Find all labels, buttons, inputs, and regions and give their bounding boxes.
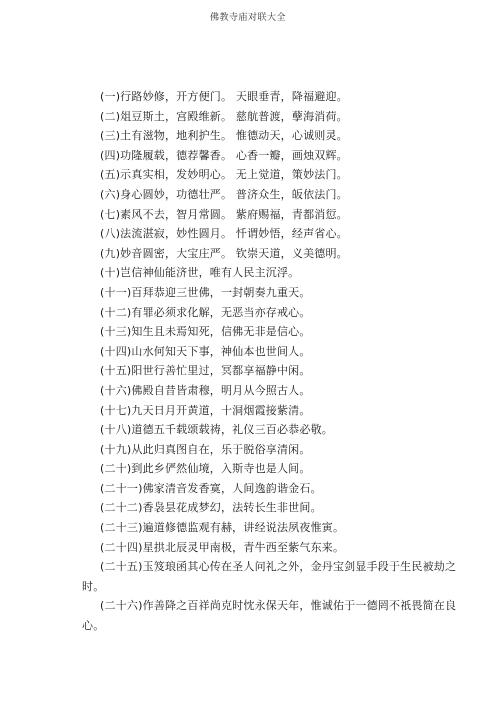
couplet-line: (六)身心圆妙，功德壮严。 普济众生，皈依法门。	[100, 187, 348, 201]
couplet-line: (十四)山水何知天下事，神仙本也世间人。	[100, 344, 311, 358]
couplet-line: (五)示真实相，发妙明心。 无上觉道，策妙法门。	[100, 168, 348, 182]
couplet-line: (四)功隆履载，德荐馨香。 心香一瓣，画烛双辉。	[100, 148, 348, 162]
couplet-line: (十六)佛殿自昔皆肃穆，明月从今照古人。	[100, 383, 311, 397]
couplet-line: (二十一)佛家清音发香寞，人间逸韵谐金石。	[100, 481, 322, 495]
couplet-line: (二)俎豆斯土，宫殿维新。 慈航普渡，孽海消荷。	[100, 109, 348, 123]
couplet-line: (十八)道德五千载颂载祷，礼仪三百必恭必敬。	[100, 423, 333, 437]
couplet-line: (二十五)玉笈琅函其心传在圣人问礼之外，金丹宝剑显手段于生民被劫之时。	[82, 560, 457, 593]
couplet-list	[82, 87, 460, 636]
couplet-line: (一)行路妙修，开方便门。 天眼垂青，降福避迎。	[100, 90, 348, 103]
couplet-line: (二十三)遍道修德监观有赫，讲经说法夙夜惟寅。	[100, 521, 345, 535]
couplet-line: (七)素风不去，智月常圆。 紫府赐福，青都消愆。	[100, 207, 348, 221]
couplet-line: (十)岂信神仙能济世，唯有人民主沉浮。	[100, 266, 300, 280]
couplet-line: (十二)有罪必须求化解，无恶当亦存戒心。	[100, 305, 311, 319]
couplet-line: (二十四)星拱北辰灵甲南极，青牛西至紫气东来。	[100, 540, 345, 554]
couplet-line: (二十)到此乡俨然仙境，入斯寺也是人间。	[100, 462, 311, 476]
document-title: 佛教寺庙对联大全	[209, 13, 286, 23]
couplet-line: (八)法流湛寂，妙性圆月。 忏谓妙悟，经声省心。	[100, 227, 348, 241]
couplet-line: (十一)百拜恭迎三世佛，一封朝奏九重天。	[100, 285, 311, 299]
couplet-line: (十七)九天日月开黄道，十洞烟霞接紫清。	[100, 403, 311, 417]
couplet-line: (十五)阳世行善忙里过，冥都享福静中闲。	[100, 364, 311, 378]
couplet-line: (二十二)香袅昙花成梦幻，法转长生非世间。	[100, 501, 322, 515]
couplet-line: (三)土有滋物，地利护生。 惟德动天，心诚则灵。	[100, 129, 348, 143]
couplet-line: (十九)从此归真图自在，乐于脱俗享清闲。	[100, 442, 311, 456]
couplet-line: (九)妙音圆密，大宝庄严。 钦崇天道，义美德明。	[100, 246, 348, 260]
couplet-line: (十三)知生且未焉知死，信佛无非是信心。	[100, 325, 311, 339]
couplet-line: (二十六)作善降之百祥尚克时忱永保天年，惟诚佑于一德罔不祇畏简在良心。	[82, 599, 457, 633]
